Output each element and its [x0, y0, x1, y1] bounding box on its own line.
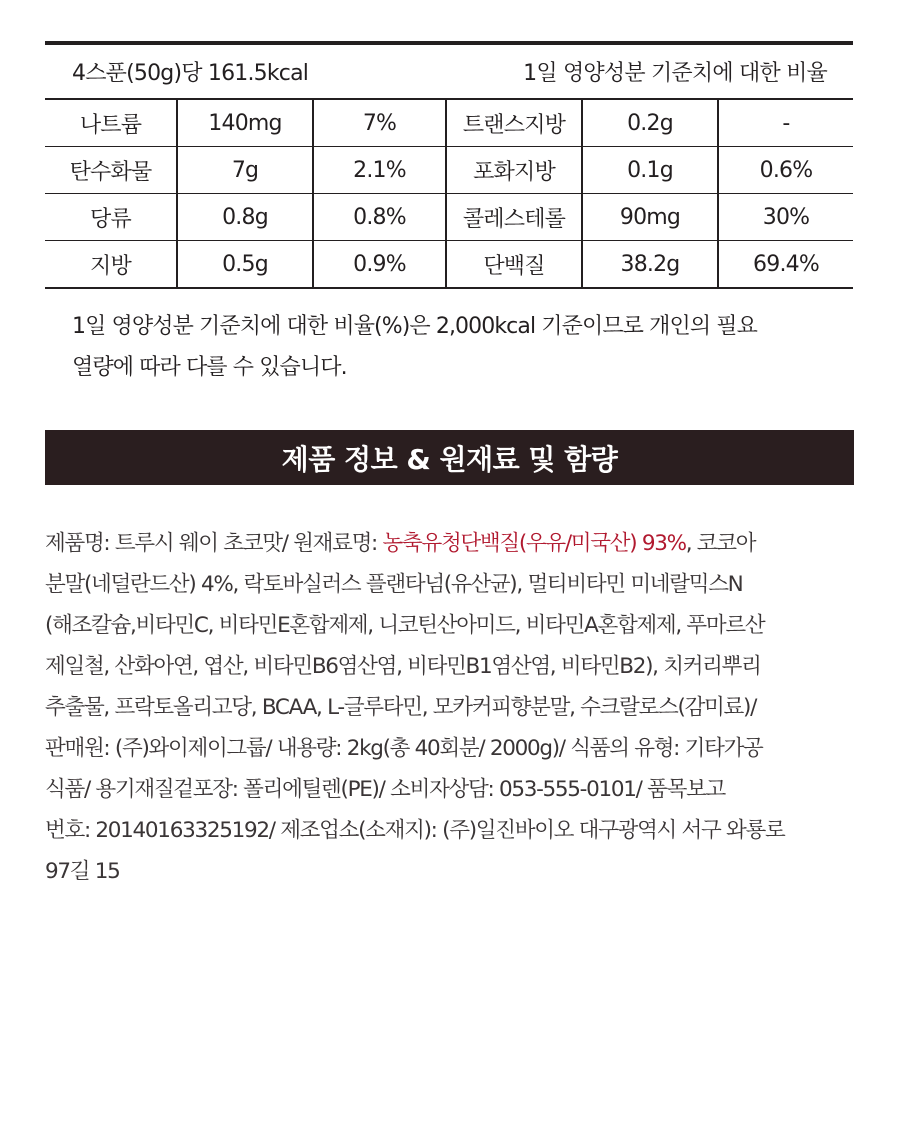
nutrient-percent: 2.1%	[313, 147, 446, 194]
info-line	[45, 523, 860, 564]
nutrient-name: 나트륨	[45, 100, 177, 147]
nutrient-amount: 0.2g	[582, 100, 718, 147]
note-line: 1일 영양성분 기준치에 대한 비율(%)은 2,000kcal 기준이므로 개인의 필요	[72, 314, 757, 339]
daily-value-note	[72, 306, 862, 388]
info-line: 판매원: (주)와이제이그룹/ 내용량: 2kg(총 40회분/ 2000g)/ 식품의 유형: 기타가공	[45, 736, 763, 761]
table-row	[45, 194, 853, 241]
nutrient-amount: 140mg	[177, 100, 313, 147]
info-text: 제품명: 트루시 웨이 초코맛/ 원재료명:	[45, 531, 383, 556]
nutrient-name: 탄수화물	[45, 147, 177, 194]
nutrient-percent: 0.8%	[313, 194, 446, 241]
product-info-text	[45, 523, 860, 892]
info-line: 번호: 20140163325192/ 제조업소(소재지): (주)일진바이오 대구광역시 서구 와룡로	[45, 818, 785, 843]
nutrient-amount: 7g	[177, 147, 313, 194]
info-line: (해조칼슘,비타민C, 비타민E혼합제제, 니코틴산아미드, 비타민A혼합제제, 푸마르산	[45, 613, 765, 638]
nutrient-name: 포화지방	[446, 147, 582, 194]
nutrient-amount: 0.5g	[177, 241, 313, 289]
table-row	[45, 147, 853, 194]
nutrition-header	[45, 45, 853, 98]
nutrient-name: 트랜스지방	[446, 100, 582, 147]
info-line: 제일철, 산화아연, 엽산, 비타민B6염산염, 비타민B1염산염, 비타민B2), 치커리뿌리	[45, 654, 761, 679]
info-text: , 코코아	[685, 531, 756, 556]
nutrition-facts-table	[45, 41, 853, 289]
nutrient-amount: 0.1g	[582, 147, 718, 194]
info-line: 추출물, 프락토올리고당, BCAA, L-글루타민, 모카커피향분말, 수크랄로스(감미료)/	[45, 695, 757, 720]
nutrient-name: 당류	[45, 194, 177, 241]
serving-info: 4스푼(50g)당 161.5kcal	[72, 61, 309, 86]
nutrient-amount: 0.8g	[177, 194, 313, 241]
info-line: 97길 15	[45, 859, 120, 884]
nutrient-percent: 7%	[313, 100, 446, 147]
table-row	[45, 100, 853, 147]
nutrient-amount: 38.2g	[582, 241, 718, 289]
daily-value-header: 1일 영양성분 기준치에 대한 비율	[523, 61, 827, 86]
nutrient-percent: -	[718, 100, 853, 147]
nutrient-percent: 0.9%	[313, 241, 446, 289]
nutrient-amount: 90mg	[582, 194, 718, 241]
info-line: 식품/ 용기재질겉포장: 폴리에틸렌(PE)/ 소비자상담: 053-555-0101/ 품목보고	[45, 777, 726, 802]
section-title: 제품 정보 & 원재료 및 함량	[281, 442, 618, 476]
section-banner	[45, 430, 854, 485]
nutrient-name: 지방	[45, 241, 177, 289]
nutrient-name: 단백질	[446, 241, 582, 289]
nutrient-grid	[45, 100, 853, 289]
table-row	[45, 241, 853, 289]
nutrient-percent: 69.4%	[718, 241, 853, 289]
nutrient-name: 콜레스테롤	[446, 194, 582, 241]
main-ingredient-highlight: 농축유청단백질(우유/미국산) 93%	[382, 531, 686, 556]
nutrient-percent: 30%	[718, 194, 853, 241]
note-line: 열량에 따라 다를 수 있습니다.	[72, 355, 347, 380]
info-line: 분말(네덜란드산) 4%, 락토바실러스 플랜타넘(유산균), 멀티비타민 미네랄믹스N	[45, 572, 743, 597]
nutrient-percent: 0.6%	[718, 147, 853, 194]
